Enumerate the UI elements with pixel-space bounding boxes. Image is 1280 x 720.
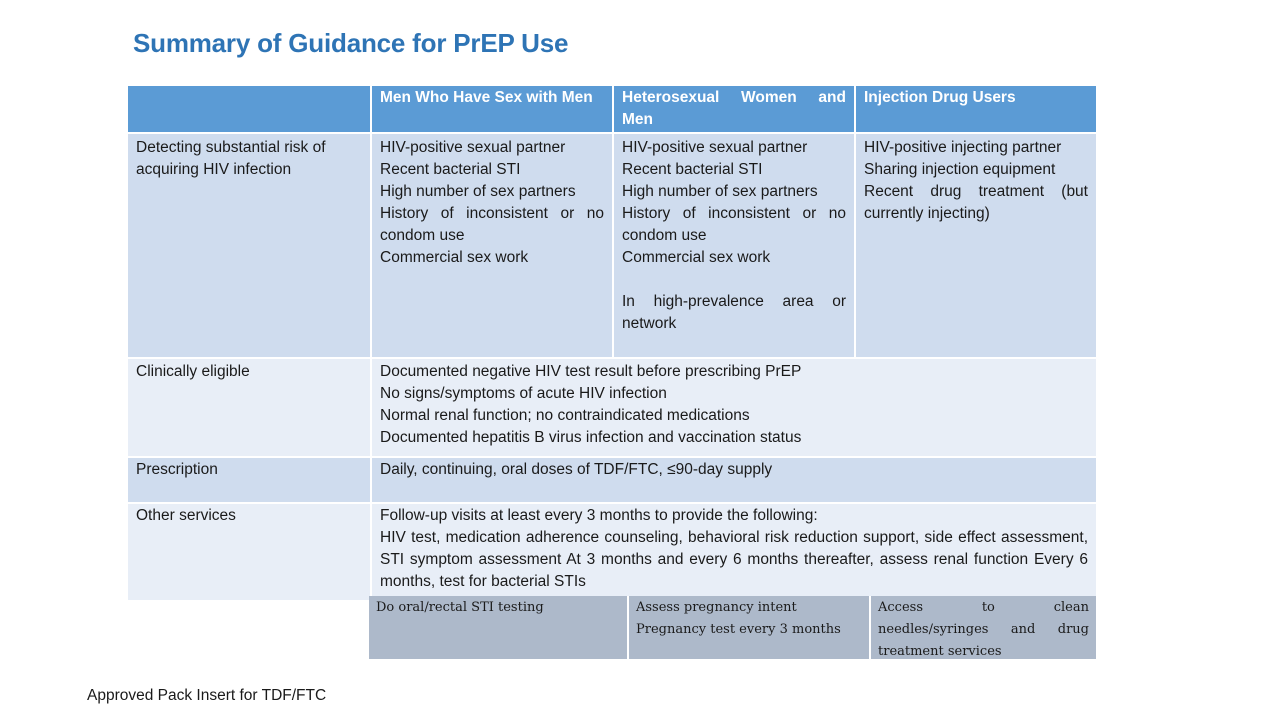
risk-hetero-cell [612, 134, 854, 357]
header-hetero: Heterosexual Women and Men [612, 86, 854, 132]
eligible-item: Normal renal function; no contraindicated medications [380, 407, 750, 424]
extra-idu: Access to clean needles/syringes and drug treatment services [869, 596, 1096, 659]
other-cell [370, 504, 1096, 600]
header-empty-cell [128, 86, 370, 132]
risk-idu-item: Recent drug treatment (but currently injecting) [864, 183, 1088, 222]
risk-hetero-item: History of inconsistent or no condom use [622, 205, 846, 244]
eligible-row [128, 359, 1096, 458]
extra-msm: Do oral/rectal STI testing [369, 596, 627, 659]
eligible-cell [370, 359, 1096, 456]
risk-hetero-item: Recent bacterial STI [622, 161, 763, 178]
eligible-label: Clinically eligible [136, 363, 250, 380]
risk-idu-item: HIV-positive injecting partner [864, 139, 1062, 156]
extra-hetero-item: Assess pregnancy intent [636, 600, 797, 615]
eligible-item: Documented hepatitis B virus infection and vaccination status [380, 429, 802, 446]
other-line2: HIV test, medication adherence counseling, behavioral risk reduction support, side effect assessment, STI symptom assessment At 3 months and every 6 months thereafter, assess renal function Every 6 months, test for bacterial STIs [380, 529, 1088, 590]
risk-row [128, 134, 1096, 359]
other-row [128, 504, 1096, 600]
footer-note: Approved Pack Insert for TDF/FTC [87, 687, 327, 704]
risk-label: Detecting substantial risk of acquiring HIV infection [136, 139, 326, 178]
extra-services-row [369, 596, 1096, 659]
guidance-table [128, 86, 1096, 600]
risk-msm-cell [370, 134, 612, 357]
header-row [128, 86, 1096, 134]
other-line1: Follow-up visits at least every 3 months to provide the following: [380, 507, 818, 524]
header-msm: Men Who Have Sex with Men [370, 86, 612, 132]
prescription-row [128, 458, 1096, 504]
risk-msm-item: History of inconsistent or no condom use [380, 205, 604, 244]
other-label: Other services [136, 507, 236, 524]
risk-hetero-item: HIV-positive sexual partner [622, 139, 808, 156]
prescription-text: Daily, continuing, oral doses of TDF/FTC, ≤90-day supply [370, 458, 1096, 502]
page-title: Summary of Guidance for PrEP Use [133, 28, 569, 58]
spacer [622, 269, 846, 291]
eligible-item: Documented negative HIV test result before prescribing PrEP [380, 363, 802, 380]
header-idu: Injection Drug Users [854, 86, 1096, 132]
eligible-item: No signs/symptoms of acute HIV infection [380, 385, 667, 402]
risk-msm-item: Commercial sex work [380, 249, 529, 266]
risk-idu-cell [854, 134, 1096, 357]
risk-hetero-item: High number of sex partners [622, 183, 818, 200]
risk-hetero-item: Commercial sex work [622, 249, 771, 266]
risk-idu-item: Sharing injection equipment [864, 161, 1056, 178]
prescription-label: Prescription [136, 461, 218, 478]
risk-hetero-extra: In high-prevalence area or network [622, 293, 846, 332]
risk-msm-item: HIV-positive sexual partner [380, 139, 566, 156]
risk-msm-item: High number of sex partners [380, 183, 576, 200]
risk-msm-item: Recent bacterial STI [380, 161, 521, 178]
extra-hetero-cell [627, 596, 869, 659]
extra-hetero-item: Pregnancy test every 3 months [636, 622, 841, 637]
